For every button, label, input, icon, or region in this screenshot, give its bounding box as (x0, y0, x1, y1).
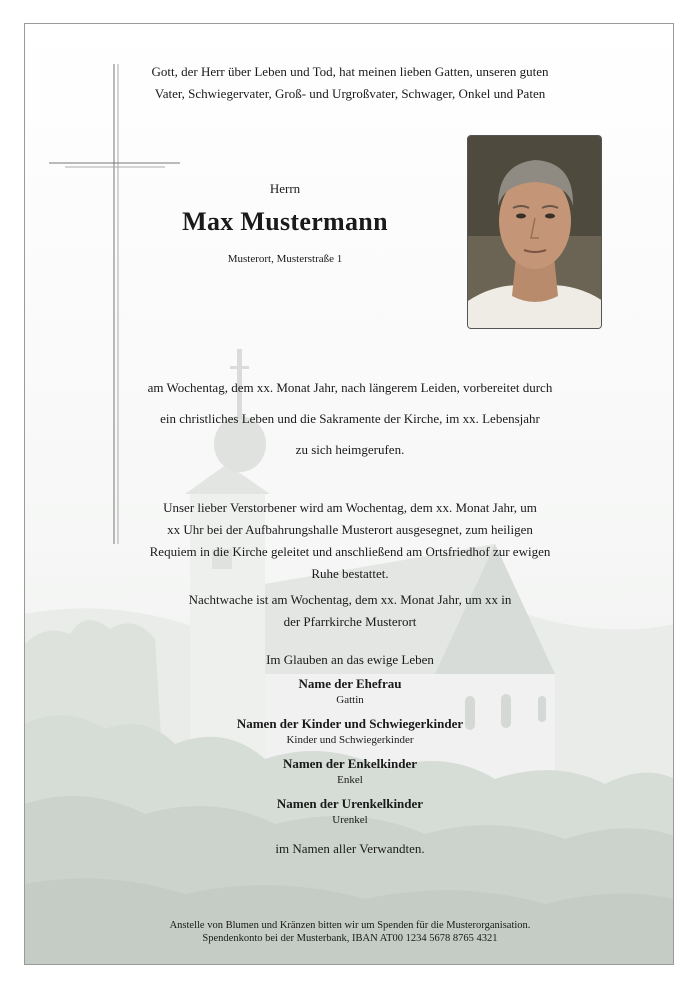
obituary-page (24, 23, 674, 965)
mourner-entry (25, 715, 674, 755)
closing-line: im Namen aller Verwandten. (275, 841, 425, 856)
portrait-image (468, 136, 602, 329)
latin-cross-icon (25, 24, 195, 564)
death-line-2: ein christliches Leben und die Sakramente der Kirche, im xx. Lebensjahr (160, 411, 540, 426)
intro-line-1: Gott, der Herr über Leben und Tod, hat meinen lieben Gatten, unseren guten (151, 64, 549, 79)
deceased-address: Musterort, Musterstraße 1 (227, 253, 343, 265)
mourner-name: Namen der Kinder und Schwiegerkinder (236, 716, 464, 731)
intro-line-2: Vater, Schwiegervater, Groß- und Urgroßvater, Schwager, Onkel und Paten (154, 86, 546, 101)
mourner-role: Enkel (337, 774, 363, 786)
mourner-role: Urenkel (332, 814, 368, 826)
portrait-photo (467, 135, 602, 329)
mourner-entry (25, 755, 674, 795)
funeral-line-3: Requiem in die Kirche geleitet und anschließend am Ortsfriedhof zur ewigen (149, 544, 551, 559)
death-notice (25, 372, 674, 465)
deceased-name: Max Mustermann (182, 207, 388, 236)
mourner-role: Kinder und Schwiegerkinder (286, 734, 414, 746)
mourner-name: Namen der Enkelkinder (282, 756, 418, 771)
mourner-entry (25, 675, 674, 715)
vigil-line-1: Nachtwache ist am Wochentag, dem xx. Monat Jahr, um xx in (188, 592, 512, 607)
footer-line-1: Anstelle von Blumen und Kränzen bitten wir um Spenden für die Musterorganisation. (169, 920, 531, 931)
footer-line-2: Spendenkonto bei der Musterbank, IBAN AT00 1234 5678 8765 4321 (202, 933, 498, 944)
vigil-line-2: der Pfarrkirche Musterort (283, 614, 417, 629)
death-line-1: am Wochentag, dem xx. Monat Jahr, nach längerem Leiden, vorbereitet durch (147, 380, 553, 395)
mourner-role: Gattin (336, 694, 364, 706)
death-line-3: zu sich heimgerufen. (295, 442, 405, 457)
funeral-line-1: Unser lieber Verstorbener wird am Wochentag, dem xx. Monat Jahr, um (163, 500, 537, 515)
funeral-line-4: Ruhe bestattet. (311, 566, 389, 581)
mourner-entry (25, 795, 674, 835)
donation-footer (25, 919, 674, 945)
vigil-details (25, 589, 674, 633)
mourner-name: Namen der Urenkelkinder (276, 796, 424, 811)
funeral-line-2: xx Uhr bei der Aufbahrungshalle Musterort ausgesegnet, zum heiligen (167, 522, 533, 537)
faith-line: Im Glauben an das ewige Leben (266, 652, 434, 667)
funeral-details (25, 497, 674, 585)
mourner-name: Name der Ehefrau (298, 676, 402, 691)
mourners-list (25, 675, 674, 835)
intro-text (25, 61, 674, 105)
salutation-text: Herrn (269, 181, 301, 196)
